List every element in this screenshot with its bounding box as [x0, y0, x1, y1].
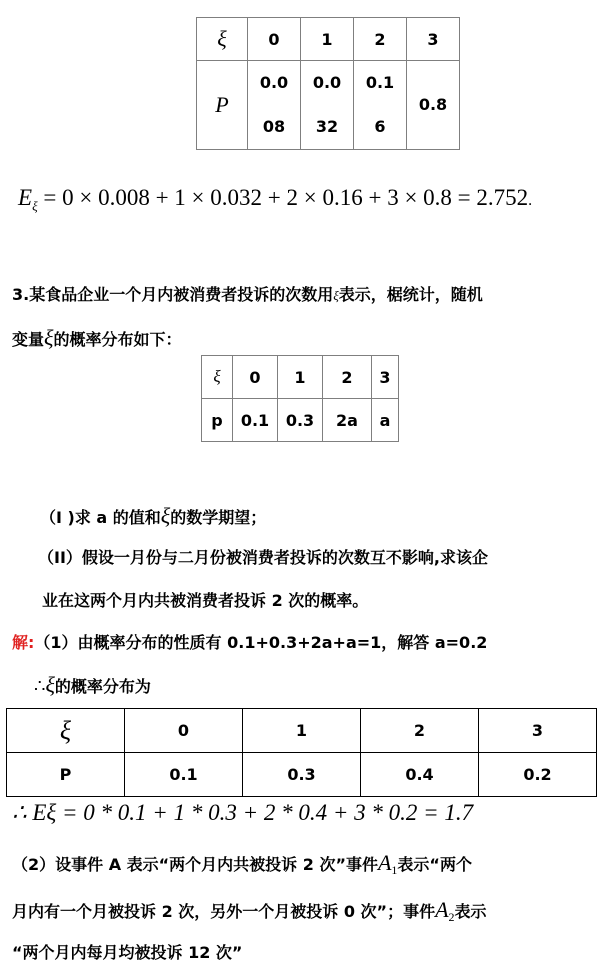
- therefore-symbol: ∴: [34, 676, 46, 696]
- prob-line: 0.1: [365, 73, 395, 92]
- text: 表示“两个: [397, 855, 472, 874]
- text: 3.某食品企业一个月内被消费者投诉的次数用: [12, 285, 334, 304]
- prob-cell: 0.3: [243, 753, 361, 797]
- xi-symbol: ξ: [160, 503, 171, 528]
- text: （1）由概率分布的性质有 0.1+0.3+2a+a=1，解答 a=0.2: [34, 633, 488, 652]
- xi-header-cell: ξ: [197, 18, 248, 61]
- value-cell: 3: [479, 709, 597, 753]
- p-label-cell: P: [197, 61, 248, 150]
- prob-cell: a: [372, 399, 399, 442]
- value-cell: 1: [278, 356, 323, 399]
- question-1: [40, 503, 266, 529]
- part-2-line-1: [12, 850, 472, 878]
- p-label-cell: P: [7, 753, 125, 797]
- value-cell: 2: [323, 356, 372, 399]
- part-2-line-2: [12, 897, 487, 925]
- question-2-line-2: 业在这两个月内共被消费者投诉 2 次的概率。: [42, 591, 369, 610]
- text: 的概率分布为: [54, 677, 151, 696]
- solution-step-1: [12, 630, 487, 653]
- text: （2）设事件 A 表示“两个月内共被投诉 2 次”事件: [12, 855, 378, 874]
- prob-cell: 0.4: [361, 753, 479, 797]
- value-cell: 0: [233, 356, 278, 399]
- prob-line: 0.8: [418, 95, 448, 114]
- prob-line: 0.0: [259, 73, 289, 92]
- expectation-formula-1: [18, 185, 532, 215]
- prob-cell: 0.3: [278, 399, 323, 442]
- prob-line: 32: [315, 117, 339, 136]
- p-label-cell: p: [202, 399, 233, 442]
- expectation-formula-2: ∴ Eξ = 0 * 0.1 + 1 * 0.3 + 2 * 0.4 + 3 * 0.2 = 1.7: [12, 800, 474, 825]
- distribution-table-3: [6, 708, 597, 797]
- text: （I )求 a 的值和: [40, 508, 161, 527]
- solution-label: 解:: [12, 633, 35, 652]
- question-2-line-1: （II）假设一月份与二月份被消费者投诉的次数互不影响,求该企: [38, 548, 488, 567]
- text: 表示: [454, 902, 487, 921]
- text: 的概率分布如下：: [53, 330, 182, 349]
- problem-3-line-1: [12, 282, 483, 305]
- event-a2-symbol: A: [435, 897, 449, 922]
- prob-cell: [248, 61, 301, 150]
- prob-line: 6: [374, 117, 386, 136]
- problem-3-line-2: [12, 325, 181, 351]
- event-a1-symbol: A: [377, 850, 392, 875]
- xi-symbol: ξ: [45, 672, 55, 697]
- value-cell: 3: [372, 356, 399, 399]
- value-cell: 0: [125, 709, 243, 753]
- event-a2-sub: 2: [448, 910, 455, 925]
- prob-cell: 0.1: [125, 753, 243, 797]
- prob-cell: 0.2: [479, 753, 597, 797]
- formula-lhs: E: [18, 185, 33, 210]
- distribution-table-1: [196, 17, 460, 150]
- part-2-line-3: “两个月内每月均被投诉 12 次”: [12, 943, 243, 962]
- text: 表示，椐统计，随机: [338, 285, 483, 304]
- value-cell: 1: [243, 709, 361, 753]
- xi-symbol: ξ: [333, 288, 339, 303]
- xi-symbol: ξ: [44, 325, 54, 350]
- formula-period: .: [528, 192, 533, 209]
- solution-dist-line: [34, 672, 151, 698]
- event-a1-sub: 1: [391, 863, 398, 878]
- xi-header-cell: ξ: [202, 356, 233, 399]
- value-cell: 2: [354, 18, 407, 61]
- prob-cell: [407, 61, 460, 150]
- value-cell: 3: [407, 18, 460, 61]
- text: 的数学期望；: [170, 508, 267, 527]
- prob-cell: [354, 61, 407, 150]
- formula-rhs: = 0 × 0.008 + 1 × 0.032 + 2 × 0.16 + 3 × 0.8 = 2.752: [43, 185, 529, 210]
- distribution-table-2: [201, 355, 399, 442]
- value-cell: 1: [301, 18, 354, 61]
- value-cell: 0: [248, 18, 301, 61]
- prob-cell: 0.1: [233, 399, 278, 442]
- text: 月内有一个月被投诉 2 次，另外一个月被投诉 0 次”；事件: [12, 902, 436, 921]
- prob-cell: 2a: [323, 399, 372, 442]
- value-cell: 2: [361, 709, 479, 753]
- xi-header-cell: ξ: [7, 709, 125, 753]
- text: 变量: [12, 330, 45, 349]
- formula-sub: ξ: [32, 198, 38, 214]
- prob-cell: [301, 61, 354, 150]
- prob-line: 0.0: [312, 73, 342, 92]
- prob-line: 08: [262, 117, 286, 136]
